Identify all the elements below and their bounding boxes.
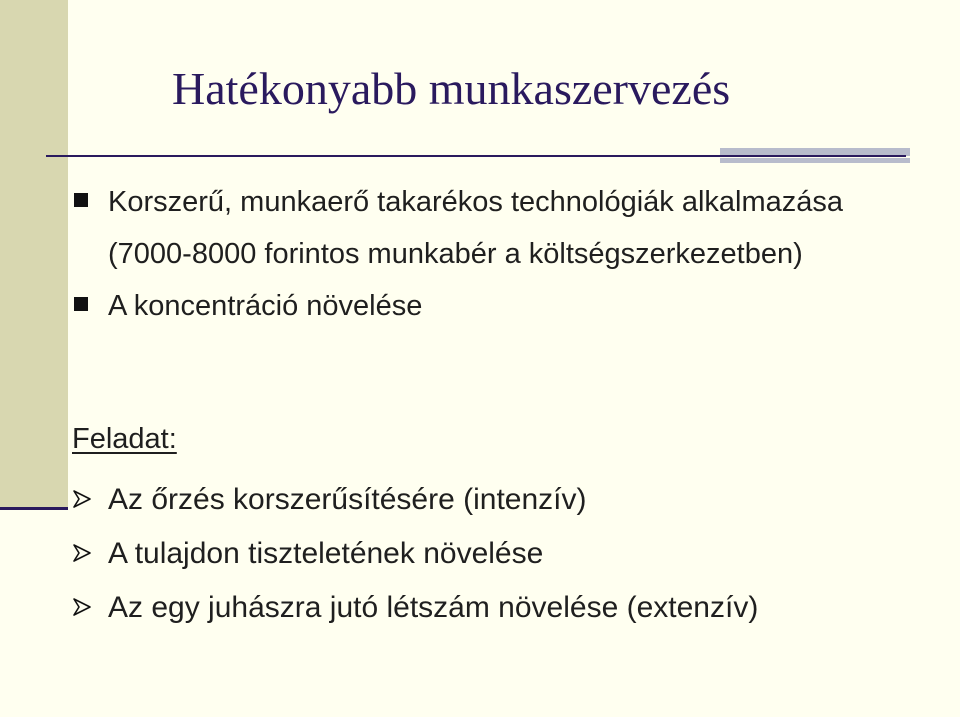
title-accent-rule-lower bbox=[720, 158, 910, 163]
bullet-list bbox=[72, 176, 932, 332]
left-decorative-bar bbox=[0, 0, 68, 508]
square-bullet-icon bbox=[74, 193, 88, 207]
task-list bbox=[72, 473, 758, 635]
arrowhead-bullet-icon bbox=[72, 543, 92, 563]
left-divider-line bbox=[0, 507, 68, 510]
arrowhead-bullet-icon bbox=[72, 597, 92, 617]
bullet-text: A koncentráció növelése bbox=[108, 290, 423, 322]
slide-title: Hatékonyabb munkaszervezés bbox=[172, 63, 731, 114]
bullet-item bbox=[72, 280, 932, 332]
bullet-text: Korszerű, munkaerő takarékos technológiák alkalmazása (7000-8000 forintos munkabér a költségszerkezetben) bbox=[108, 186, 844, 270]
arrowhead-bullet-icon bbox=[72, 489, 92, 509]
task-text: Az őrzés korszerűsítésére (intenzív) bbox=[108, 483, 587, 516]
task-item bbox=[72, 473, 758, 527]
task-item bbox=[72, 527, 758, 581]
task-heading: Feladat: bbox=[72, 423, 177, 455]
task-text: Az egy juhászra jutó létszám növelése (extenzív) bbox=[108, 591, 759, 624]
title-underline-rule bbox=[46, 155, 906, 157]
task-item bbox=[72, 581, 758, 635]
task-text: A tulajdon tiszteletének növelése bbox=[108, 537, 544, 570]
square-bullet-icon bbox=[74, 297, 88, 311]
bullet-item bbox=[72, 176, 932, 280]
